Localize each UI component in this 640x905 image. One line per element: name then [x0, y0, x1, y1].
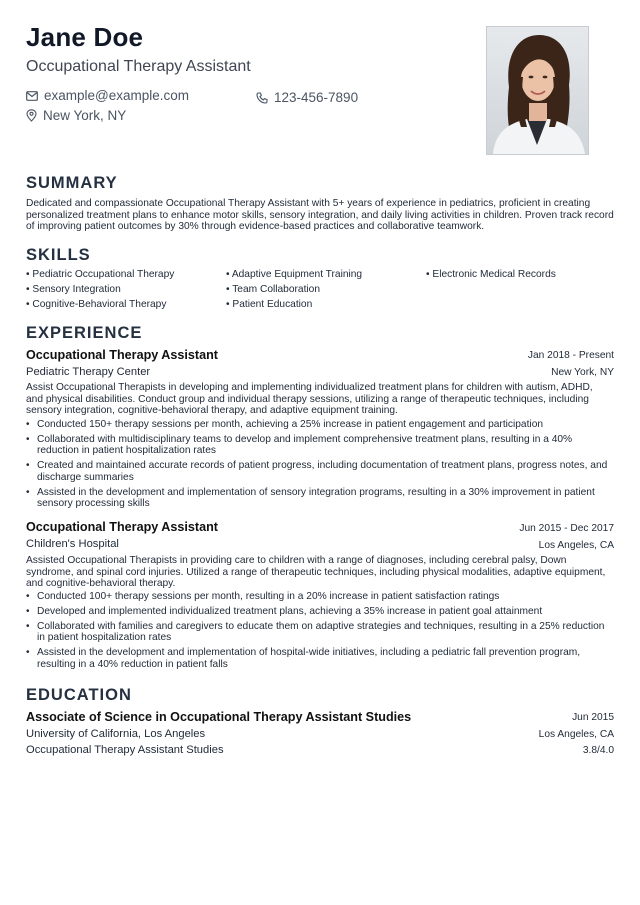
skill-item: • Sensory Integration	[26, 284, 121, 295]
email-text[interactable]: example@example.com	[44, 88, 190, 103]
school-name: University of California, Los Angeles	[26, 728, 206, 740]
job-company: Children's Hospital	[26, 538, 119, 550]
phone-icon	[256, 92, 268, 104]
degree-date: Jun 2015	[572, 712, 614, 723]
list-item: • Collaborated with families and caregivers to educate them on adaptive strategies and techniques, resulting in a 25% reduction in patient hospitalization rates	[26, 621, 614, 644]
job-location: New York, NY	[551, 367, 614, 378]
location-text: New York, NY	[43, 108, 127, 123]
job-dates: Jun 2015 - Dec 2017	[519, 523, 614, 534]
phone-text[interactable]: 123-456-7890	[274, 90, 359, 105]
skills-heading: SKILLS	[26, 246, 91, 264]
summary-text: Dedicated and compassionate Occupational Therapy Assistant with 5+ years of experience in pediatrics, proficient in creating personalized treatment plans to enhance motor skills, sensory integration, and daily living activities in children. Proven track record of improving patient outcomes by 30% through evidence-based practices and collaborative teamwork.	[26, 198, 614, 233]
skill-item: • Team Collaboration	[226, 284, 320, 295]
list-item: • Created and maintained accurate records of patient progress, including documentation of treatment plans, progress notes, and discharge summaries	[26, 460, 614, 483]
job-location: Los Angeles, CA	[538, 540, 614, 551]
candidate-name: Jane Doe	[26, 22, 144, 52]
mail-icon	[26, 91, 38, 101]
location-contact	[26, 108, 126, 123]
email-contact	[26, 88, 189, 103]
list-item: • Developed and implemented individualized treatment plans, achieving a 35% increase in patient goal attainment	[26, 606, 614, 617]
job-description: Assist Occupational Therapists in developing and implementing individualized treatment plans for children with autism, ADHD, and physical disabilities. Conduct group and individual therapy sessions, utilizing a range of therapeutic techniques, including sensory integration, cognitive-behavioral therapy, and adaptive equipment training.	[26, 382, 593, 417]
list-item: • Assisted in the development and implementation of hospital-wide initiatives, including a pediatric fall prevention program, resulting in a 40% reduction in patient falls	[26, 647, 614, 670]
school-location: Los Angeles, CA	[538, 729, 614, 740]
location-pin-icon	[26, 109, 37, 122]
experience-heading: EXPERIENCE	[26, 324, 143, 342]
skill-item: • Cognitive-Behavioral Therapy	[26, 299, 167, 310]
summary-heading: SUMMARY	[26, 174, 118, 192]
job-dates: Jan 2018 - Present	[527, 350, 614, 361]
job-title: Occupational Therapy Assistant	[26, 348, 218, 362]
program-name: Occupational Therapy Assistant Studies	[26, 744, 224, 756]
job-description: Assisted Occupational Therapists in providing care to children with a range of diagnoses, including cerebral palsy, Down syndrome, and spinal cord injuries. Utilized a range of therapeutic techniques, including physical modalities, adaptive equipment, and cognitive-behavioral therapy.	[26, 555, 606, 590]
skill-item: • Electronic Medical Records	[426, 269, 556, 280]
list-item: • Conducted 150+ therapy sessions per month, achieving a 25% increase in patient engagement and participation	[26, 419, 614, 430]
job-company: Pediatric Therapy Center	[26, 366, 151, 378]
gpa: 3.8/4.0	[582, 745, 614, 756]
profile-photo	[486, 26, 589, 155]
job-bullets	[26, 591, 614, 673]
list-item: • Conducted 100+ therapy sessions per month, resulting in a 20% increase in patient satisfaction ratings	[26, 591, 614, 602]
list-item: • Assisted in the development and implementation of sensory integration programs, resulting in a 30% improvement in patient sensory processing skills	[26, 487, 614, 510]
skill-item: • Pediatric Occupational Therapy	[26, 269, 175, 280]
job-bullets	[26, 419, 614, 513]
job-title: Occupational Therapy Assistant	[26, 520, 218, 534]
candidate-title: Occupational Therapy Assistant	[26, 58, 251, 75]
skill-item: • Patient Education	[226, 299, 313, 310]
phone-contact	[256, 90, 358, 105]
list-item: • Collaborated with multidisciplinary teams to develop and implement comprehensive treatment plans, resulting in a 40% reduction in patient hospitalization rates	[26, 434, 614, 457]
degree-title: Associate of Science in Occupational Therapy Assistant Studies	[26, 710, 412, 724]
education-heading: EDUCATION	[26, 686, 132, 704]
skill-item: • Adaptive Equipment Training	[226, 269, 363, 280]
